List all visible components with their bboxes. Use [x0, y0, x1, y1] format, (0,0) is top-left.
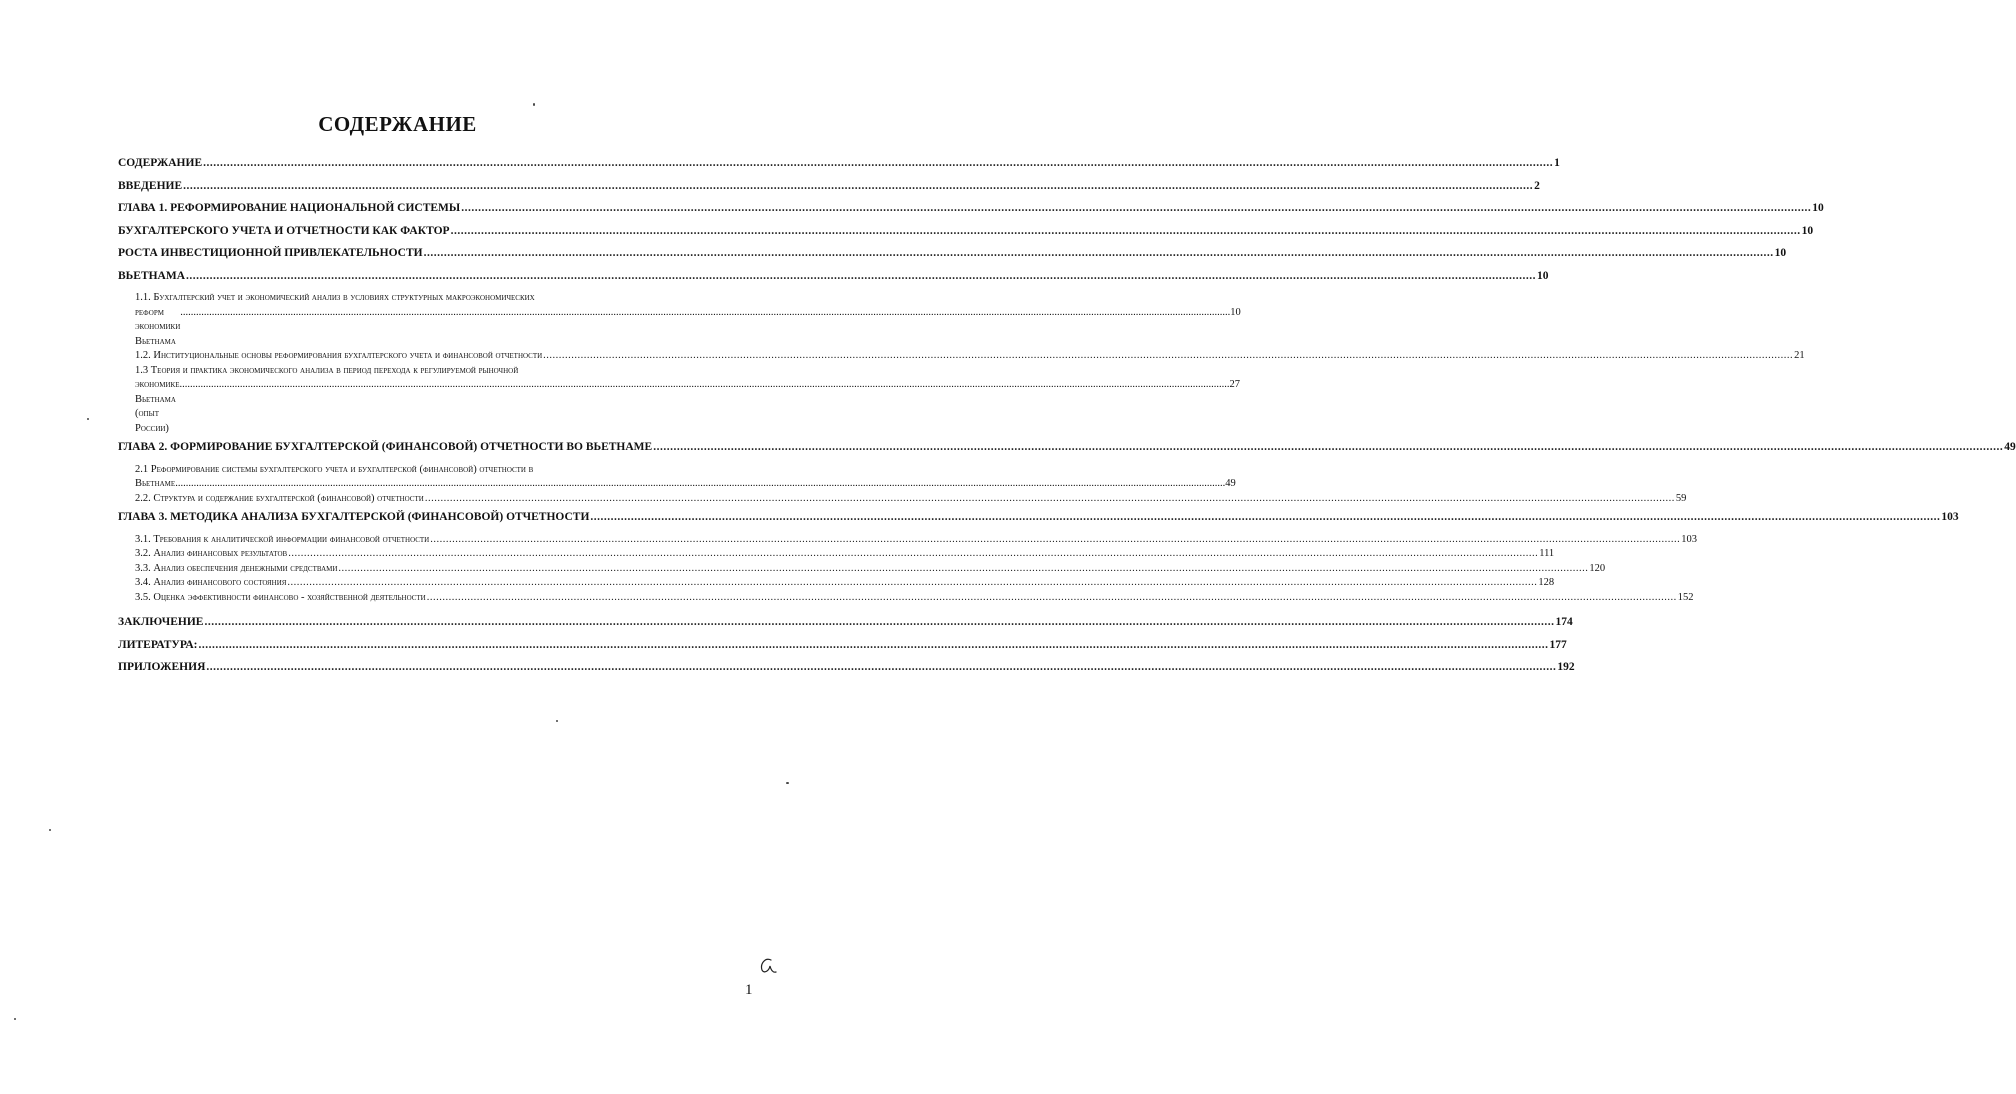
toc-entry-page: 21	[1794, 350, 1805, 361]
dot-leader: ................................................................................................................................................................................................................................................................................................................................................................................................................	[653, 441, 2004, 453]
toc-subentry-label-cont: реформ экономики Вьетнама	[135, 306, 181, 347]
toc-subentry-label-cont: Вьетнаме	[135, 478, 176, 489]
dot-leader: ................................................................................................................................................................................................................................................................................................................................................................................................................	[423, 247, 1774, 259]
dot-leader: ................................................................................................................................................................................................................................................................................................................................................................................................................	[198, 638, 1549, 651]
toc-entry-page: 103	[1681, 533, 1697, 545]
toc-entry-chapter-1-cont-c[interactable]	[118, 265, 1549, 288]
dot-leader: ................................................................................................................................................................................................................................................................................................................................................................................................................	[426, 591, 1677, 603]
toc-entry-label: ГЛАВА 2. ФОРМИРОВАНИЕ БУХГАЛТЕРСКОЙ (ФИНАНСОВОЙ) ОТЧЕТНОСТИ ВО ВЬЕТНАМЕ	[118, 441, 653, 453]
toc-entry-chapter-1[interactable]	[118, 197, 1824, 220]
dot-leader: ................................................................................................................................................................................................................................................................................................................................................................................................................	[424, 492, 1675, 504]
toc-entry-conclusion[interactable]	[118, 611, 1573, 634]
toc-entry-chapter-2[interactable]	[118, 436, 2016, 459]
page-number: 1	[745, 982, 753, 998]
toc-entry-chapter-3[interactable]	[118, 506, 1959, 529]
toc-entry-page: 10	[1812, 202, 1824, 214]
dot-leader: ................................................................................................................................................................................................................................................................................................................................................................................................................	[590, 511, 1941, 523]
toc-entry-page: 10	[1230, 306, 1241, 318]
toc-subentry-label: 3.1. Требования к аналитической информации финансовой отчетности	[135, 533, 430, 545]
toc-entry-label: ЛИТЕРАТУРА:	[118, 638, 198, 651]
toc-subentry-1-1[interactable]	[135, 291, 1241, 349]
toc-entry-page: 128	[1538, 577, 1555, 588]
toc-entry-appendices[interactable]	[118, 656, 1575, 679]
toc-entry-page: 152	[1677, 591, 1694, 603]
dot-leader: ................................................................................................................................................................................................................................................................................................................................................................................................................	[461, 202, 1812, 214]
toc-entry-page: 1	[1554, 157, 1560, 169]
toc-subentry-label: 3.4. Анализ финансового состояния	[135, 577, 287, 588]
dot-leader: ................................................................................................................................................................................................................................................................................................................................................................................................................	[175, 478, 1226, 489]
toc-entry-label: СОДЕРЖАНИЕ	[118, 157, 203, 169]
toc-entry-page: 111	[1539, 548, 1555, 559]
toc-entry-page: 2	[1534, 179, 1540, 192]
toc-subentry-1-3[interactable]	[135, 364, 1241, 437]
toc-entry-page: 10	[1774, 247, 1787, 259]
toc-entry-page: 177	[1549, 638, 1567, 651]
dot-leader: ................................................................................................................................................................................................................................................................................................................................................................................................................	[543, 350, 1794, 361]
dot-leader: ................................................................................................................................................................................................................................................................................................................................................................................................................	[186, 269, 1537, 282]
toc-subentry-label: 3.3. Анализ обеспечения денежными средствами	[135, 562, 338, 574]
toc-subentry-3-1[interactable]	[135, 533, 1697, 548]
toc-entry-page: 49	[1225, 478, 1236, 489]
toc-subentry-label: 2.1 Реформирование системы бухгалтерского учета и бухгалтерской (финансовой) отчетности в	[135, 463, 534, 475]
toc-entry-contents[interactable]	[118, 152, 1560, 175]
toc-entry-label: РОСТА ИНВЕСТИЦИОННОЙ ПРИВЛЕКАТЕЛЬНОСТИ	[118, 247, 423, 259]
toc-entry-label: ВВЕДЕНИЕ	[118, 179, 183, 192]
dot-leader: ................................................................................................................................................................................................................................................................................................................................................................................................................	[206, 661, 1557, 673]
dot-leader: ................................................................................................................................................................................................................................................................................................................................................................................................................	[179, 379, 1230, 390]
toc-subentry-label: 1.1. Бухгалтерский учет и экономический анализ в условиях структурных макроэкономических	[135, 292, 535, 303]
table-of-contents	[118, 152, 2016, 679]
toc-entry-label: ГЛАВА 3. МЕТОДИКА АНАЛИЗА БУХГАЛТЕРСКОЙ (ФИНАНСОВОЙ) ОТЧЕТНОСТИ	[118, 511, 590, 523]
dot-leader: ................................................................................................................................................................................................................................................................................................................................................................................................................	[430, 533, 1681, 545]
toc-entry-introduction[interactable]	[118, 175, 1540, 198]
toc-entry-page: 120	[1589, 562, 1606, 574]
page-title: СОДЕРЖАНИЕ	[318, 112, 477, 136]
dot-leader: ................................................................................................................................................................................................................................................................................................................................................................................................................	[338, 562, 1589, 574]
toc-subentry-3-5[interactable]	[135, 591, 1694, 606]
dot-leader: ................................................................................................................................................................................................................................................................................................................................................................................................................	[183, 179, 1534, 192]
dot-leader: ................................................................................................................................................................................................................................................................................................................................................................................................................	[450, 224, 1801, 237]
toc-subentry-3-4[interactable]	[135, 576, 1555, 591]
toc-subentry-2-2[interactable]	[135, 492, 1687, 507]
scan-speck	[556, 720, 558, 722]
toc-subentry-label: 1.3 Теория и практика экономического анализа в период перехода к регулируемой рыночной	[135, 364, 519, 376]
toc-subentry-3-3[interactable]	[135, 562, 1606, 577]
dot-leader: ................................................................................................................................................................................................................................................................................................................................................................................................................	[180, 306, 1231, 318]
toc-entry-page: 192	[1557, 661, 1575, 673]
handwritten-mark	[757, 954, 779, 978]
toc-entry-chapter-1-cont-b[interactable]	[118, 242, 1787, 265]
toc-entry-page: 49	[2004, 441, 2016, 453]
toc-entry-label: БУХГАЛТЕРСКОГО УЧЕТА И ОТЧЕТНОСТИ КАК ФАКТОР	[118, 224, 450, 237]
toc-subentry-1-2[interactable]	[135, 349, 1805, 364]
toc-subentry-label: 3.5. Оценка эффективности финансово - хозяйственной деятельности	[135, 591, 426, 603]
toc-entry-label: ГЛАВА 1. РЕФОРМИРОВАНИЕ НАЦИОНАЛЬНОЙ СИСТЕМЫ	[118, 202, 461, 214]
toc-subentry-label: 2.2. Структура и содержание бухгалтерской (финансовой) отчетности	[135, 492, 424, 504]
toc-subentry-label-cont: экономике Вьетнама (опыт России)	[135, 379, 180, 434]
toc-subentry-label: 3.2. Анализ финансовых результатов	[135, 548, 288, 559]
toc-entry-label: ПРИЛОЖЕНИЯ	[118, 661, 206, 673]
toc-subentry-3-2[interactable]	[135, 547, 1555, 562]
toc-subentry-label: 1.2. Институциональные основы реформирования бухгалтерского учета и финансовой отчетности	[135, 350, 543, 361]
toc-entry-label: ЗАКЛЮЧЕНИЕ	[118, 616, 204, 628]
scan-speck	[786, 782, 789, 784]
toc-entry-page: 59	[1675, 492, 1687, 504]
toc-entry-page: 27	[1229, 379, 1241, 390]
dot-leader: ................................................................................................................................................................................................................................................................................................................................................................................................................	[288, 548, 1539, 559]
scan-speck	[49, 829, 51, 831]
toc-entry-literature[interactable]	[118, 634, 1567, 657]
toc-entry-page: 103	[1941, 511, 1959, 523]
scan-speck	[14, 1018, 16, 1020]
toc-subentry-2-1[interactable]	[135, 463, 1236, 492]
toc-entry-page: 10	[1801, 224, 1814, 237]
toc-entry-page: 174	[1555, 616, 1573, 628]
toc-entry-page: 10	[1537, 269, 1549, 282]
dot-leader: ................................................................................................................................................................................................................................................................................................................................................................................................................	[287, 577, 1538, 588]
toc-entry-chapter-1-cont-a[interactable]	[118, 220, 1814, 243]
scan-speck	[533, 103, 535, 106]
dot-leader: ................................................................................................................................................................................................................................................................................................................................................................................................................	[203, 157, 1554, 169]
scan-speck	[87, 418, 89, 420]
toc-entry-label: ВЬЕТНАМА	[118, 269, 186, 282]
dot-leader: ................................................................................................................................................................................................................................................................................................................................................................................................................	[204, 616, 1555, 628]
